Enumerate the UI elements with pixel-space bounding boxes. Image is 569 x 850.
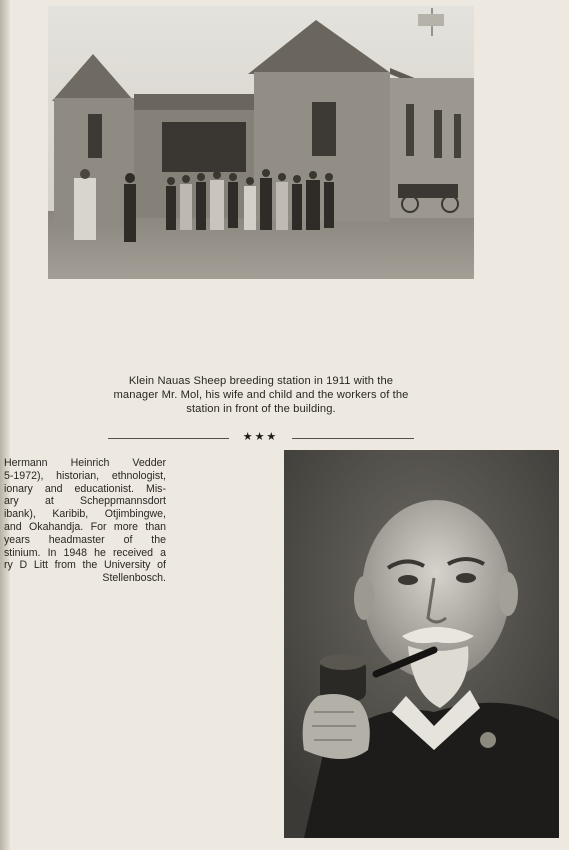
bio-line: ionary and educationist. Mis- [4, 482, 166, 495]
bio-line: Stellenbosch. [102, 572, 166, 585]
station-photo-illustration [48, 6, 474, 279]
biography-text [4, 457, 166, 585]
divider-rule-left [108, 438, 229, 439]
bio-line: 5-1972), historian, ethnologist, [4, 469, 166, 482]
bio-line: Hermann Heinrich Vedder [4, 457, 166, 469]
bio-line: ibank), Karibib, Otjimbingwe, [4, 508, 166, 521]
bio-line: stinium. In 1948 he received a [4, 546, 166, 559]
divider-rule-right [292, 438, 414, 439]
caption-line: Klein Nauas Sheep breeding station in 1911 with the [128, 375, 394, 387]
portrait-illustration [284, 450, 559, 838]
caption-line: manager Mr. Mol, his wife and child and the workers of the [113, 389, 409, 401]
station-photograph [48, 6, 474, 279]
photo-caption [100, 374, 422, 416]
bio-line: years headmaster of the [4, 533, 166, 546]
section-divider [108, 430, 414, 444]
bio-line: and Okahandja. For more than [4, 520, 166, 533]
caption-line: station in front of the building. [186, 403, 336, 415]
page-edge-shadow [0, 0, 10, 850]
portrait-photograph [284, 450, 559, 838]
bio-line: ary at Scheppmannsdort [4, 495, 166, 508]
divider-stars: ★★★ [242, 431, 279, 443]
bio-line: ry D Litt from the University of [4, 559, 166, 572]
